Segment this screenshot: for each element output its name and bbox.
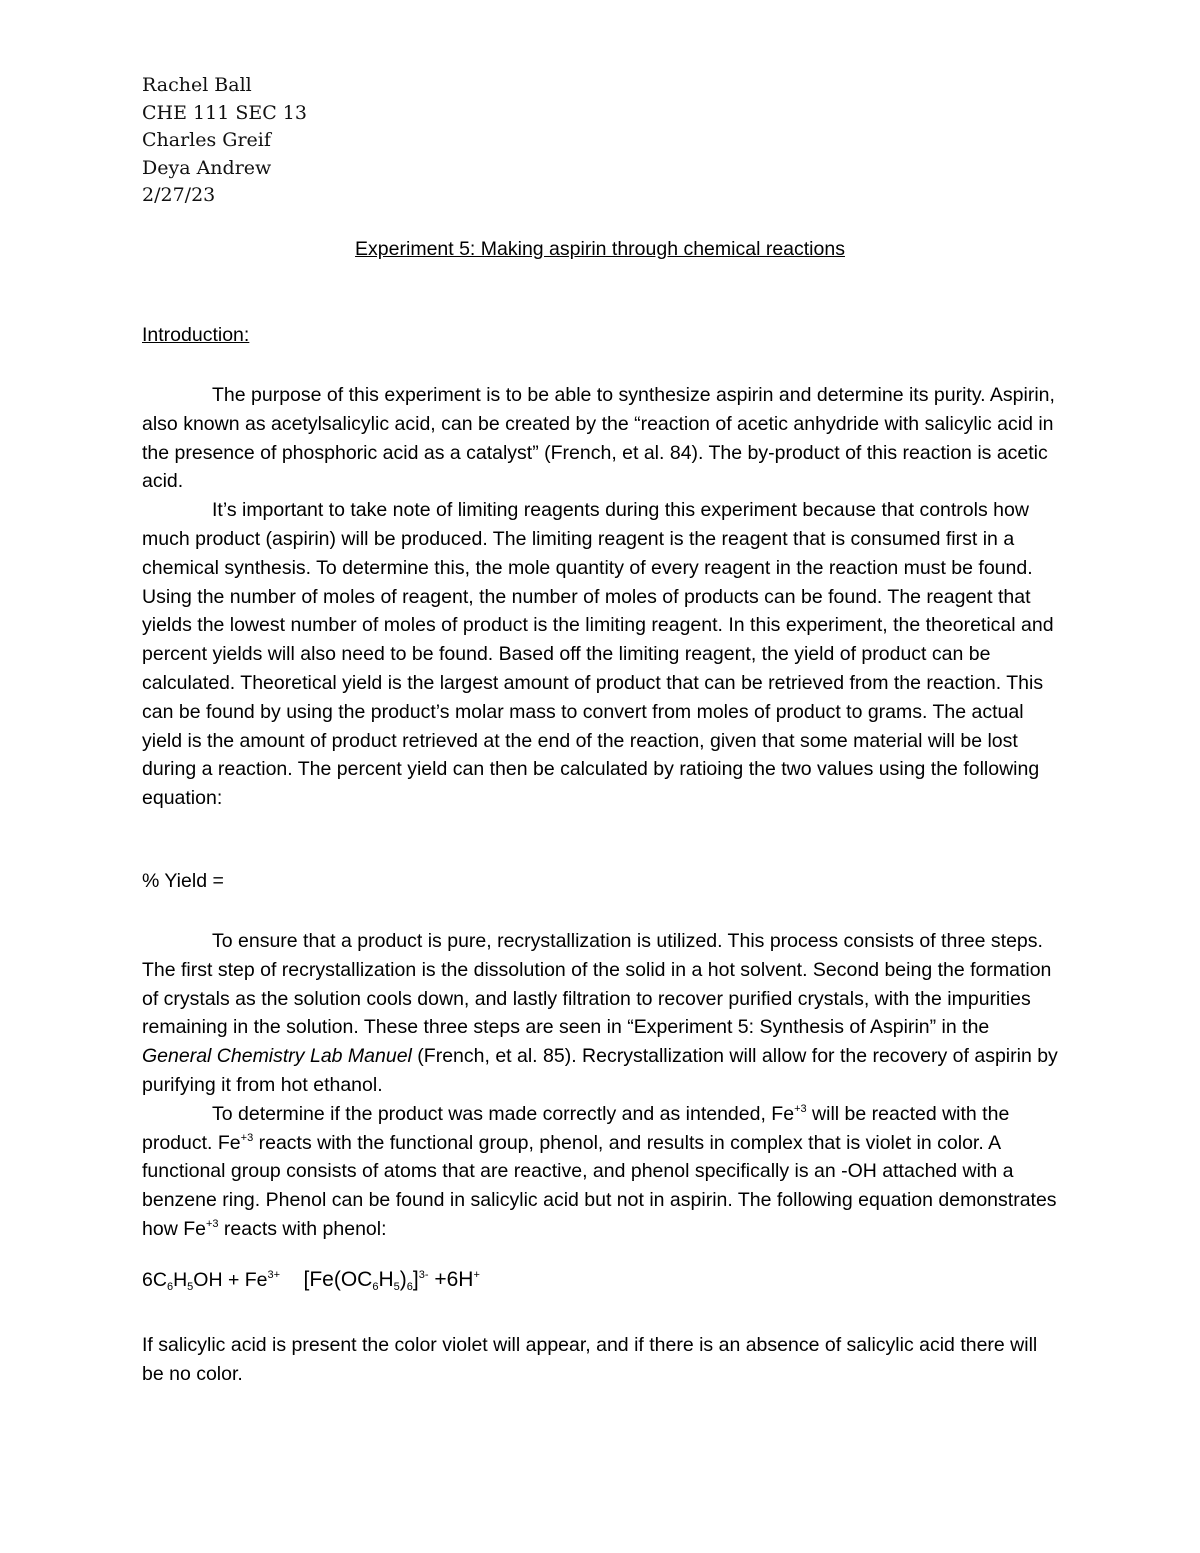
eq-subscript: 5 bbox=[393, 1281, 400, 1293]
paragraph-block-2 bbox=[142, 927, 1062, 1244]
eq-subscript: 6 bbox=[372, 1281, 379, 1293]
superscript: +3 bbox=[205, 1217, 219, 1230]
header-block bbox=[142, 72, 307, 210]
eq-part: [Fe(OC bbox=[303, 1268, 373, 1291]
paragraph-block-1 bbox=[142, 381, 1062, 813]
paragraph-text: reacts with phenol: bbox=[218, 1217, 387, 1240]
paragraph bbox=[142, 927, 1062, 1100]
paragraph: The purpose of this experiment is to be able to synthesize aspirin and determine its purity. Aspirin, also known as acetylsalicylic acid, can be created by the “reaction of acetic anhydride with salicylic acid in the presence of phosphoric acid as a catalyst” (French, et al. 84). The by-product of this reaction is acetic acid. bbox=[142, 384, 1055, 493]
paragraph-text: will be reacted with the product. Fe bbox=[142, 1102, 1010, 1154]
paragraph bbox=[142, 1100, 1062, 1244]
eq-superscript: 3+ bbox=[267, 1269, 281, 1281]
superscript: +3 bbox=[794, 1102, 807, 1115]
partner-name: Deya Andrew bbox=[142, 156, 272, 179]
eq-superscript: 3- bbox=[418, 1269, 429, 1281]
paragraph-text: reacts with the functional group, phenol, and results in complex that is violet in color. A functional group consists of atoms that are reactive, and phenol specifically is an -OH attached with a benzene ring. Phenol can be found in salicylic acid but not in aspirin. The following equation demonstrates how Fe bbox=[142, 1131, 1057, 1240]
eq-superscript: + bbox=[473, 1269, 480, 1281]
course-section: CHE 111 SEC 13 bbox=[142, 101, 307, 124]
eq-part: 6C bbox=[142, 1269, 167, 1291]
eq-part: H bbox=[378, 1268, 394, 1291]
paragraph-text: To determine if the product was made correctly and as intended, Fe bbox=[212, 1102, 795, 1125]
eq-part: OH + Fe bbox=[193, 1269, 268, 1291]
final-paragraph: If salicylic acid is present the color violet will appear, and if there is an absence of salicylic acid there will be no color. bbox=[142, 1334, 1038, 1385]
superscript: +3 bbox=[240, 1131, 254, 1144]
eq-subscript: 6 bbox=[406, 1281, 413, 1293]
document-title: Experiment 5: Making aspirin through chemical reactions bbox=[355, 238, 845, 260]
author-name: Rachel Ball bbox=[142, 74, 252, 96]
eq-part: ) bbox=[399, 1268, 407, 1291]
section-heading: Introduction: bbox=[142, 324, 250, 346]
eq-part: H bbox=[173, 1269, 188, 1291]
paragraph: It’s important to take note of limiting reagents during this experiment because that controls how much product (aspirin) will be produced. The limiting reagent is the reagent that is consumed first in a chemical synthesis. To determine this, the mole quantity of every reagent in the reaction must be found. Using the number of moles of reagent, the number of moles of products can be found. The reagent that yields the lowest number of moles of product is the limiting reagent. In this experiment, the theoretical and percent yields will also need to be found. Based off the limiting reagent, the yield of product can be calculated. Theoretical yield is the largest amount of product that can be retrieved from the reaction. This can be found by using the product’s molar mass to convert from moles of product to grams. The actual yield is the amount of product retrieved at the end of the reaction, given that some material will be lost during a reaction. The percent yield can then be calculated by ratioing the two values using the following equation: bbox=[142, 499, 1054, 810]
partner-name: Charles Greif bbox=[142, 129, 271, 151]
yield-equation: % Yield = bbox=[142, 870, 224, 892]
eq-part: ] bbox=[412, 1268, 419, 1291]
paragraph-text: (French, et al. 85). Recrystallization will allow for the recovery of aspirin by purifying it from hot ethanol. bbox=[142, 1045, 1058, 1096]
eq-part: +6H bbox=[434, 1268, 474, 1291]
paragraph-text: To ensure that a product is pure, recrystallization is utilized. This process consists of three steps. The first step of recrystallization is the dissolution of the solid in a hot solvent. Second being the formation of crystals as the solution cools down, and lastly filtration to recover purified crystals, with the impurities remaining in the solution. These three steps are seen in “Experiment 5: Synthesis of Aspirin” in the bbox=[142, 930, 1052, 1039]
date: 2/27/23 bbox=[142, 184, 216, 206]
eq-subscript: 5 bbox=[187, 1281, 194, 1293]
eq-subscript: 6 bbox=[166, 1281, 174, 1293]
phenol-reaction-equation bbox=[142, 1268, 480, 1293]
lab-manual-title: General Chemistry Lab Manuel bbox=[142, 1045, 412, 1068]
